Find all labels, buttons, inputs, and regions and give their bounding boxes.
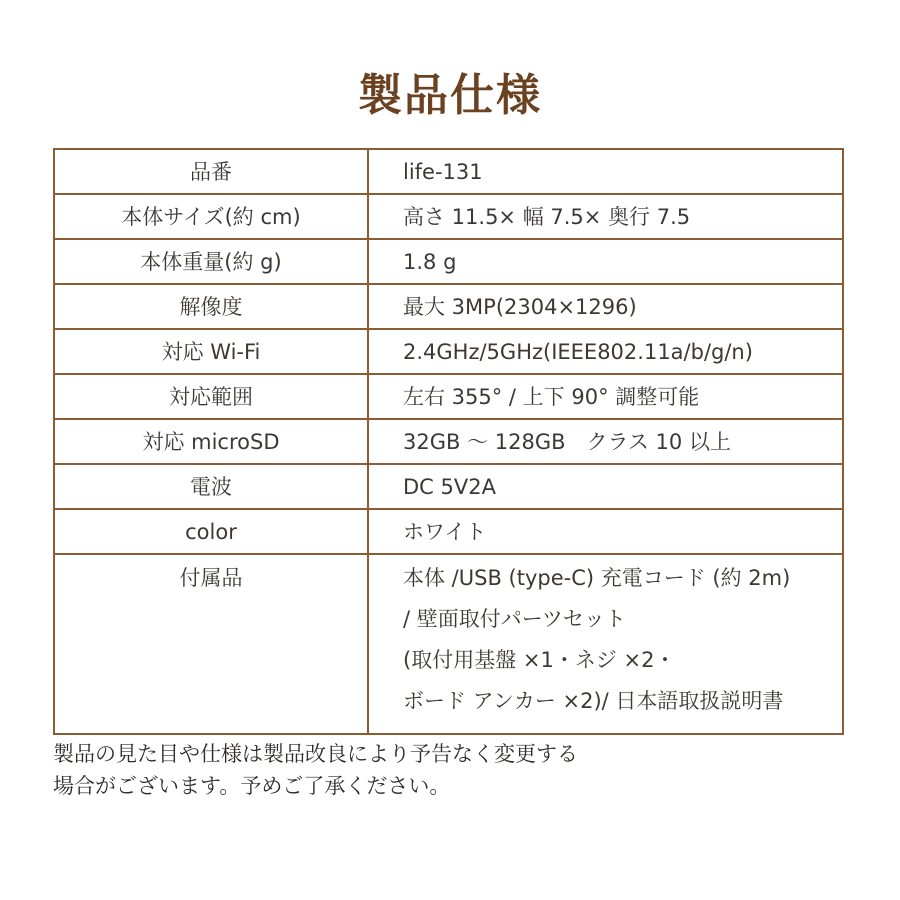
spec-row-accessories [54,554,843,734]
spec-value: 左右 355° / 上下 90° 調整可能 [368,374,843,419]
spec-row-weight [54,239,843,284]
spec-value: 2.4GHz/5GHz(IEEE802.11a/b/g/n) [368,329,843,374]
spec-row-size [54,194,843,239]
spec-value: DC 5V2A [368,464,843,509]
spec-label: 本体重量(約 g) [54,239,368,284]
spec-label: color [54,509,368,554]
spec-row-model [54,149,843,194]
spec-value: life-131 [368,149,843,194]
spec-label: 対応 Wi-Fi [54,329,368,374]
note-line: 場合がございます。予めご了承ください。 [53,774,451,798]
spec-label: 品番 [54,149,368,194]
note-line: 製品の見た目や仕様は製品改良により予告なく変更する [53,742,578,766]
spec-value-multiline [368,554,843,734]
spec-label: 本体サイズ(約 cm) [54,194,368,239]
spec-value: 1.8 g [368,239,843,284]
spec-value: 最大 3MP(2304×1296) [368,284,843,329]
spec-row-range [54,374,843,419]
spec-value: ホワイト [368,509,843,554]
accessories-line: ボード アンカー ×2)/ 日本語取扱説明書 [403,689,784,713]
accessories-line: 本体 /USB (type-C) 充電コード (約 2m) [403,566,791,590]
spec-table [53,148,844,735]
spec-row-power [54,464,843,509]
spec-label: 付属品 [54,554,368,734]
page-title: 製品仕様 [358,70,542,121]
spec-label: 対応範囲 [54,374,368,419]
spec-row-microsd [54,419,843,464]
disclaimer-note [53,738,853,802]
spec-row-color [54,509,843,554]
spec-label: 解像度 [54,284,368,329]
spec-value: 32GB 〜 128GB クラス 10 以上 [368,419,843,464]
spec-label: 対応 microSD [54,419,368,464]
spec-label: 電波 [54,464,368,509]
accessories-line: (取付用基盤 ×1・ネジ ×2・ [403,648,676,672]
spec-row-wifi [54,329,843,374]
accessories-line: / 壁面取付パーツセット [403,607,626,631]
spec-row-resolution [54,284,843,329]
spec-value: 高さ 11.5× 幅 7.5× 奥行 7.5 [368,194,843,239]
